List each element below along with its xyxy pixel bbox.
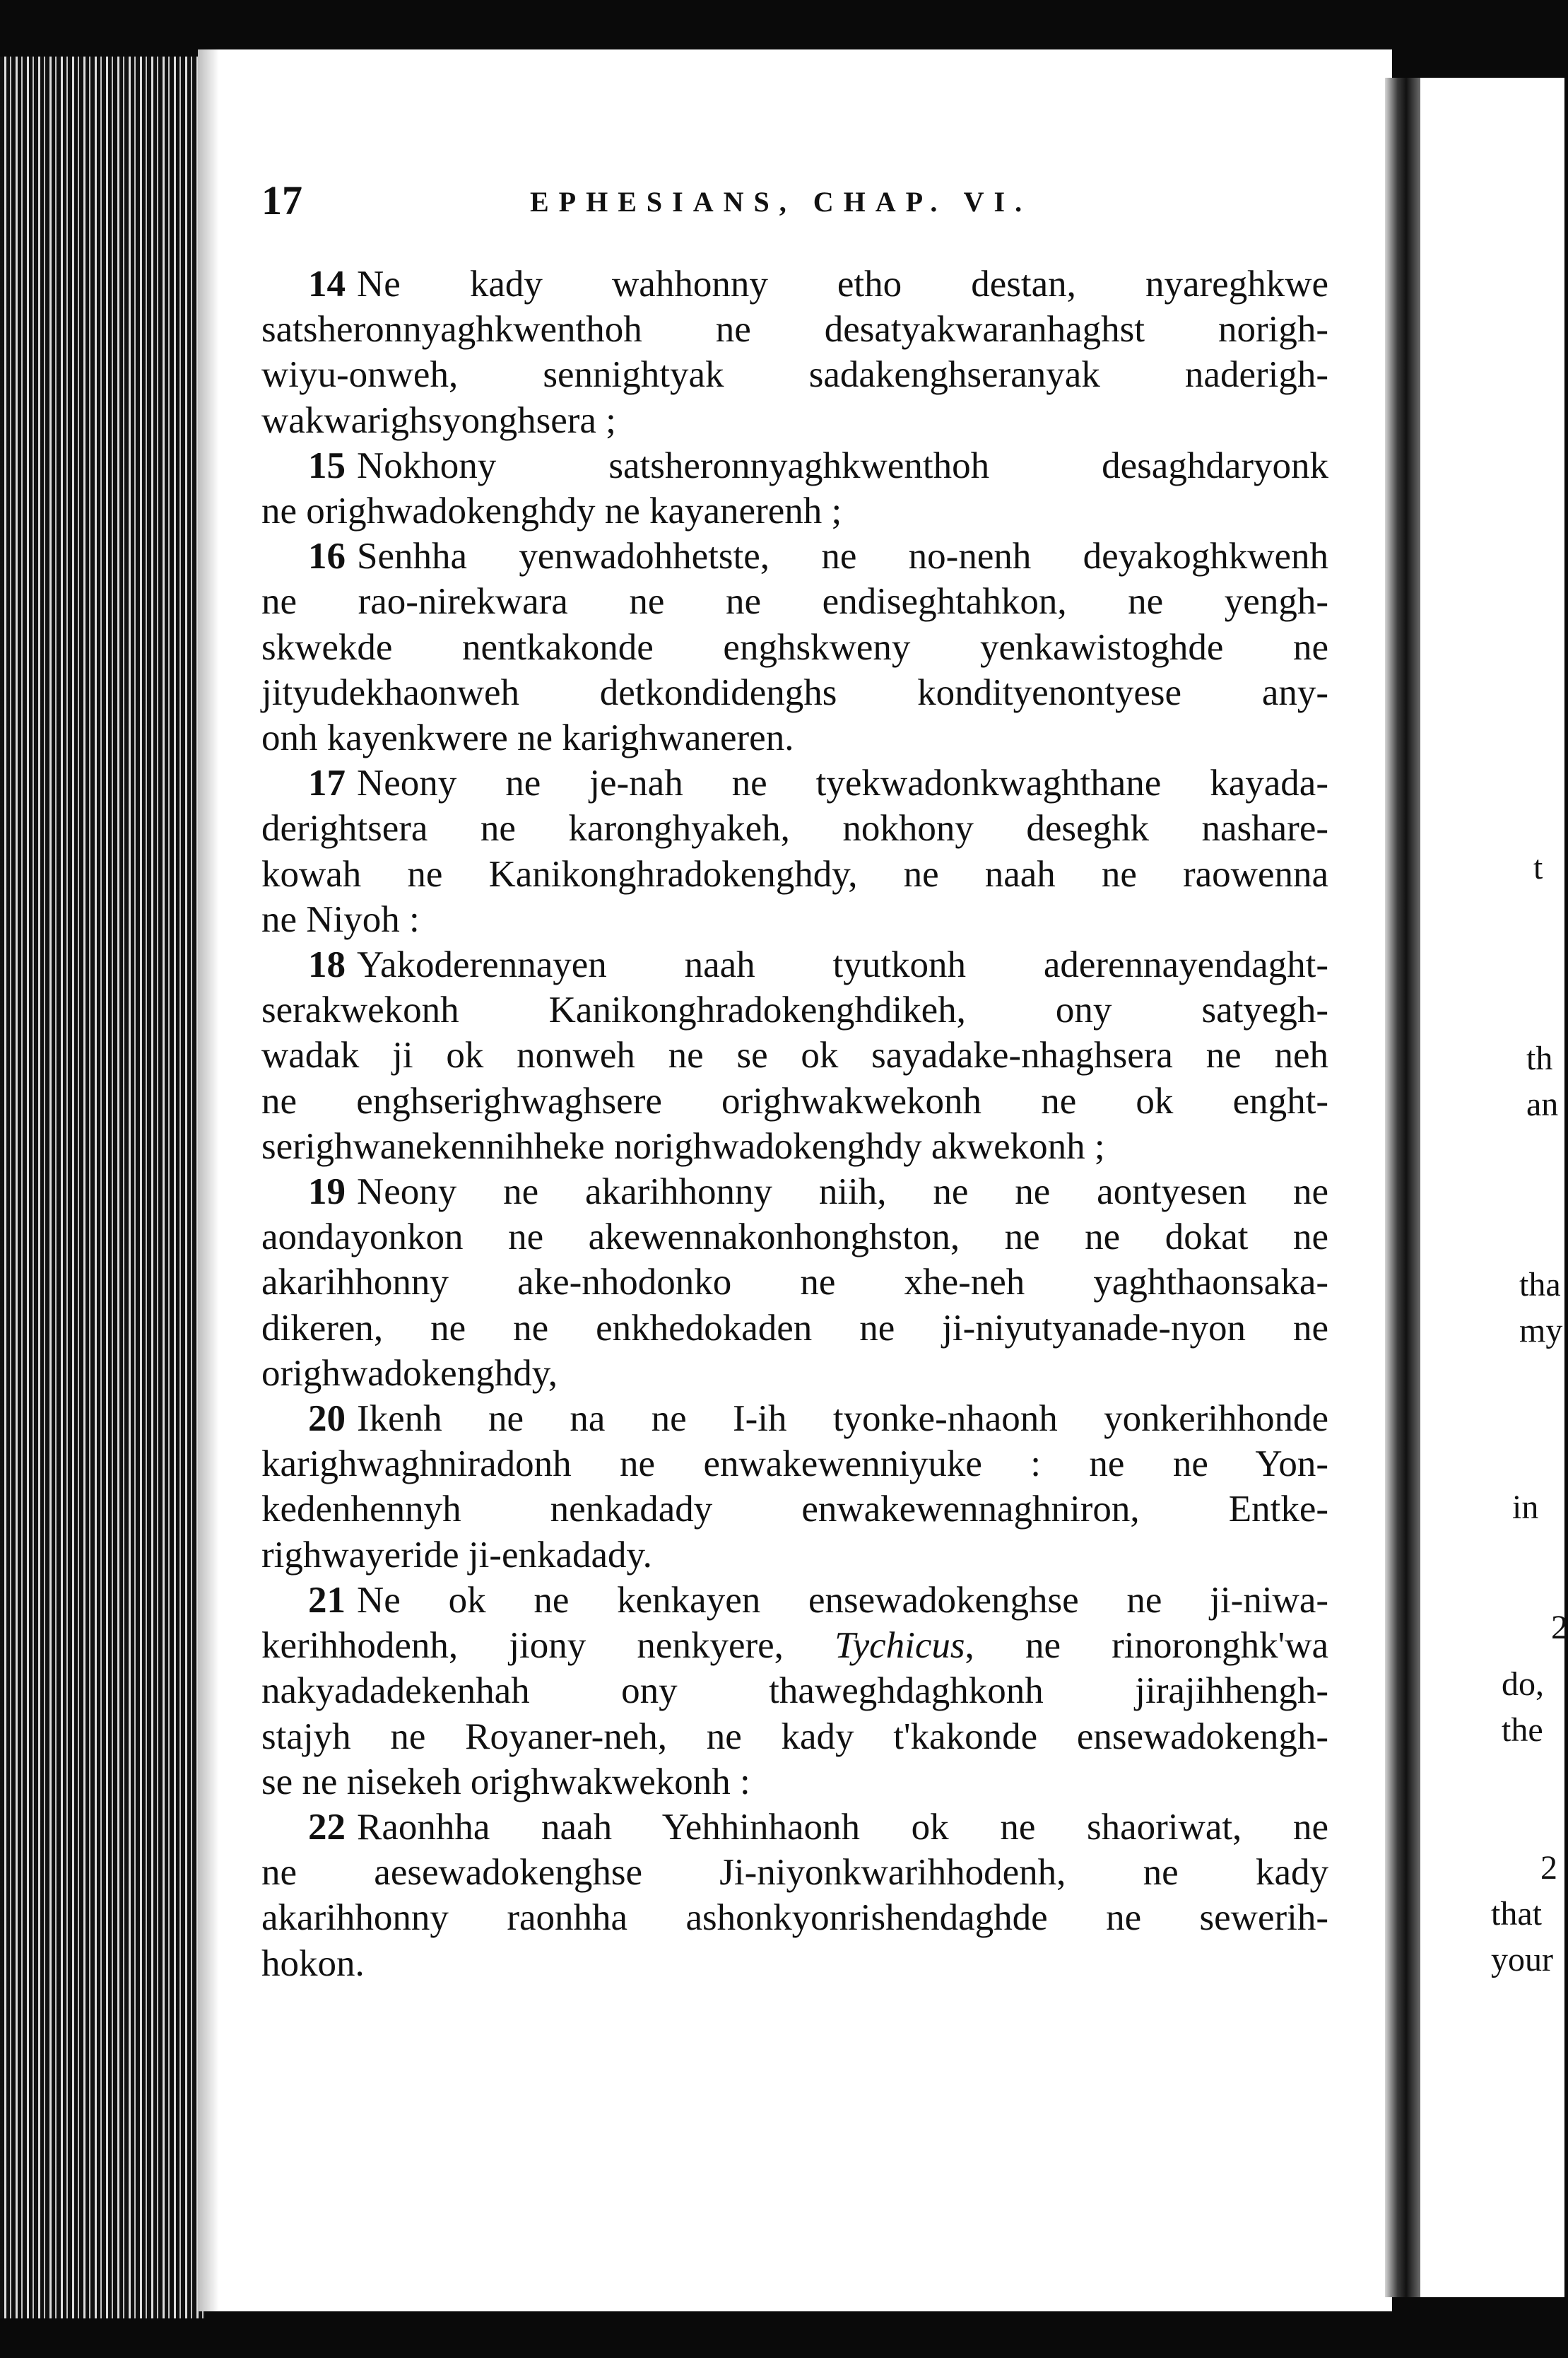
verse-number: 22: [308, 1806, 346, 1848]
verse-line-text: Senhha yenwadohhetste, ne no-nenh deyakoghkwenh: [357, 536, 1328, 577]
verse-line: karighwaghniradonh ne enwakewenniyuke : ne ne Yon-: [261, 1443, 1328, 1485]
verse-line: aondayonkon ne akewennakonhonghston, ne ne dokat ne: [261, 1216, 1328, 1258]
verse-number: 18: [308, 944, 346, 986]
verse-line-text: Ne kady wahhonny etho destan, nyareghkwe: [357, 264, 1328, 305]
verse-line: serakwekonh Kanikonghradokenghdikeh, ony satyegh-: [261, 990, 1328, 1031]
verse-line: ne orighwadokenghdy ne kayanerenh ;: [261, 491, 842, 532]
facing-page-fragment: the: [1502, 1711, 1543, 1749]
page-gutter: [1385, 78, 1420, 2297]
verse-22: [261, 1805, 1328, 1986]
verse-line: ne enghserighwaghsere orighwakwekonh ne ok enght-: [261, 1080, 1328, 1122]
verse-line-text: Neony ne je-nah ne tyekwadonkwaghthane kayada-: [357, 763, 1328, 804]
book-page-edges: [0, 57, 205, 2318]
facing-page-fragment: your: [1491, 1941, 1553, 1978]
verse-line: [261, 1805, 1328, 1850]
facing-page-fragment: tha: [1519, 1266, 1561, 1303]
verse-16: [261, 534, 1328, 761]
verse-line: jityudekhaonweh detkondidenghs kondityenontyese any-: [261, 671, 1328, 713]
facing-page-fragment: 2: [1551, 1609, 1568, 1646]
facing-page-fragment: an: [1526, 1086, 1559, 1123]
verse-line: akarihhonny raonhha ashonkyonrishendaghde ne sewerih-: [261, 1897, 1328, 1939]
verse-line: kedenhennyh nenkadady enwakewennaghniron, Entke-: [261, 1489, 1328, 1530]
verse-number: 21: [308, 1579, 346, 1621]
verse-line: akarihhonny ake-nhodonko ne xhe-neh yaghthaonsaka-: [261, 1262, 1328, 1303]
verse-21: [261, 1578, 1328, 1805]
verse-line: nakyadadekenhah ony thaweghdaghkonh jirajihhengh-: [261, 1670, 1328, 1712]
verse-line: [261, 761, 1328, 806]
verse-line: ne aesewadokenghse Ji-niyonkwarihhodenh, ne kady: [261, 1852, 1328, 1894]
verse-14: [261, 262, 1328, 443]
verse-line: kowah ne Kanikonghradokenghdy, ne naah ne raowenna: [261, 853, 1328, 895]
verse-line: [261, 1169, 1328, 1214]
verse-line-text: Nokhony satsheronnyaghkwenthoh desaghdaryonk: [357, 445, 1328, 486]
verse-line: derightsera ne karonghyakeh, nokhony deseghk nashare-: [261, 808, 1328, 850]
verse-number: 15: [308, 445, 346, 486]
verse-line: wiyu-onweh, sennightyak sadakenghseranyak naderigh-: [261, 354, 1328, 396]
verse-15: [261, 443, 1328, 534]
verse-line: [261, 534, 1328, 579]
facing-page-fragment: 2: [1540, 1849, 1557, 1887]
verse-line-text: , ne rinoronghk'wa: [965, 1625, 1328, 1667]
page-number: 17: [261, 177, 302, 223]
verse-line-text: Ne ok ne kenkayen ensewadokenghse ne ji-niwa-: [357, 1579, 1328, 1621]
facing-page-fragment: that: [1491, 1895, 1542, 1932]
verse-line-text: Ikenh ne na ne I-ih tyonke-nhaonh yonkerihhonde: [357, 1398, 1328, 1440]
verse-19: [261, 1169, 1328, 1396]
verse-line: [261, 443, 1328, 488]
verse-line: ne rao-nirekwara ne ne endiseghtahkon, ne yengh-: [261, 581, 1328, 623]
verse-line: skwekde nentkakonde enghskweny yenkawistoghde ne: [261, 626, 1328, 668]
verse-line: dikeren, ne ne enkhedokaden ne ji-niyutyanade-nyon ne: [261, 1307, 1328, 1349]
verse-17: [261, 761, 1328, 942]
verse-line: [261, 1578, 1328, 1623]
verse-line: ne Niyoh :: [261, 898, 420, 940]
verse-line: satsheronnyaghkwenthoh ne desatyakwaranhaghst norigh-: [261, 309, 1328, 351]
verse-line-text: Yakoderennayen naah tyutkonh aderennayendaght-: [357, 944, 1328, 986]
verse-line: orighwadokenghdy,: [261, 1352, 558, 1394]
verse-number: 14: [308, 264, 346, 305]
verse-line: se ne nisekeh orighwakwekonh :: [261, 1761, 750, 1802]
verse-text-block: [261, 262, 1328, 1986]
verse-line: [261, 942, 1328, 987]
verse-line-text: Neony ne akarihhonny niih, ne ne aontyesen ne: [357, 1171, 1328, 1213]
facing-page-fragment: my: [1519, 1312, 1563, 1349]
verse-line: serighwanekennihheke norighwadokenghdy akwekonh ;: [261, 1125, 1105, 1167]
verse-number: 16: [308, 536, 346, 577]
verse-line: [261, 262, 1328, 307]
running-title: EPHESIANS, CHAP. VI.: [530, 186, 1032, 218]
facing-page-fragment: do,: [1502, 1665, 1544, 1703]
verse-number: 19: [308, 1171, 346, 1213]
verse-number: 20: [308, 1398, 346, 1440]
verse-line: stajyh ne Royaner-neh, ne kady t'kakonde ensewadokengh-: [261, 1715, 1328, 1757]
facing-page-fragment: t: [1533, 849, 1543, 886]
verse-line: wadak ji ok nonweh ne se ok sayadake-nhaghsera ne neh: [261, 1035, 1328, 1077]
verse-20: [261, 1396, 1328, 1578]
verse-18: [261, 942, 1328, 1169]
verse-line: [261, 1396, 1328, 1441]
verse-line: righwayeride ji-enkadady.: [261, 1534, 652, 1576]
verse-line-text: Raonhha naah Yehhinhaonh ok ne shaoriwat, ne: [357, 1806, 1328, 1848]
verse-line: hokon.: [261, 1942, 365, 1984]
italic-name: Tychicus: [835, 1625, 965, 1667]
verse-line: [261, 1623, 1328, 1668]
facing-page-fragment: in: [1512, 1489, 1539, 1526]
spine-shadow: [198, 49, 219, 2311]
facing-page-fragment: th: [1526, 1040, 1553, 1077]
verse-number: 17: [308, 763, 346, 804]
verse-line: wakwarighsyonghsera ;: [261, 399, 616, 441]
page-header: [261, 177, 1321, 226]
verse-line-text: kerihhodenh, jiony nenkyere,: [261, 1625, 835, 1667]
verse-line: onh kayenkwere ne karighwaneren.: [261, 717, 794, 759]
